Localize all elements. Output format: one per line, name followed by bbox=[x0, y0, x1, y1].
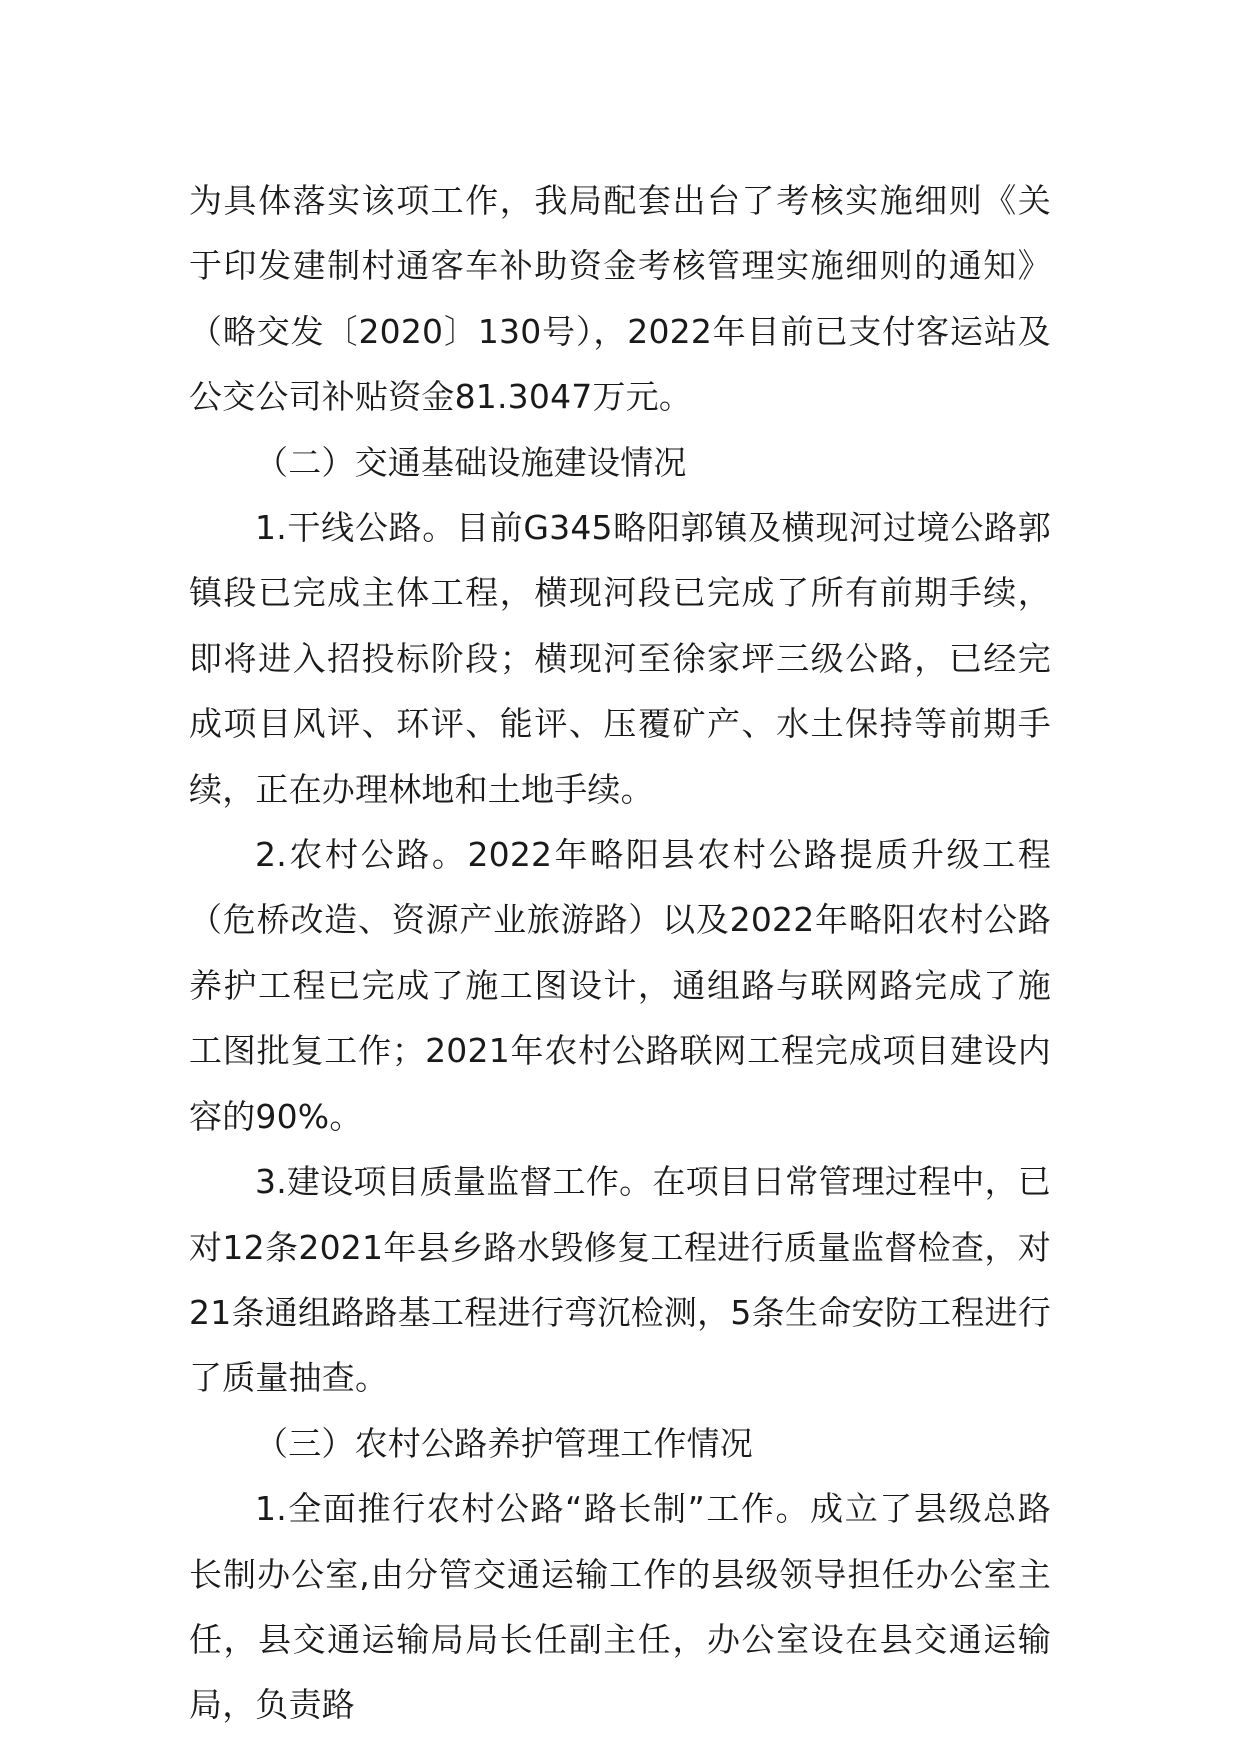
paragraph-trunk-highway: 1.干线公路。目前G345略阳郭镇及横现河过境公路郭镇段已完成主体工程，横现河段已完成了所有前期手续，即将进入招投标阶段；横现河至徐家坪三级公路，已经完成项目风评、环评、能评、压覆矿产、水土保持等前期手续，正在办理林地和土地手续。 bbox=[189, 508, 1051, 809]
document-body bbox=[189, 168, 1051, 1738]
paragraph-subsidy-funds: 为具体落实该项工作，我局配套出台了考核实施细则《关于印发建制村通客车补助资金考核管理实施细则的通知》（略交发〔2020〕130号），2022年目前已支付客运站及公交公司补贴资金81.3047万元。 bbox=[189, 181, 1051, 417]
section-heading-road-maintenance: （三）农村公路养护管理工作情况 bbox=[255, 1423, 753, 1463]
section-heading-infrastructure: （二）交通基础设施建设情况 bbox=[255, 442, 687, 482]
paragraph-rural-roads: 2.农村公路。2022年略阳县农村公路提质升级工程（危桥改造、资源产业旅游路）以及2022年略阳农村公路养护工程已完成了施工图设计，通组路与联网路完成了施工图批复工作；2021年农村公路联网工程完成项目建设内容的90%。 bbox=[189, 835, 1051, 1136]
paragraph-road-chief-system: 1.全面推行农村公路“路长制”工作。成立了县级总路长制办公室,由分管交通运输工作的县级领导担任办公室主任，县交通运输局局长任副主任，办公室设在县交通运输局，负责路 bbox=[189, 1489, 1051, 1725]
paragraph-quality-supervision: 3.建设项目质量监督工作。在项目日常管理过程中，已对12条2021年县乡路水毁修复工程进行质量监督检查，对21条通组路路基工程进行弯沉检测，5条生命安防工程进行了质量抽查。 bbox=[189, 1162, 1051, 1398]
